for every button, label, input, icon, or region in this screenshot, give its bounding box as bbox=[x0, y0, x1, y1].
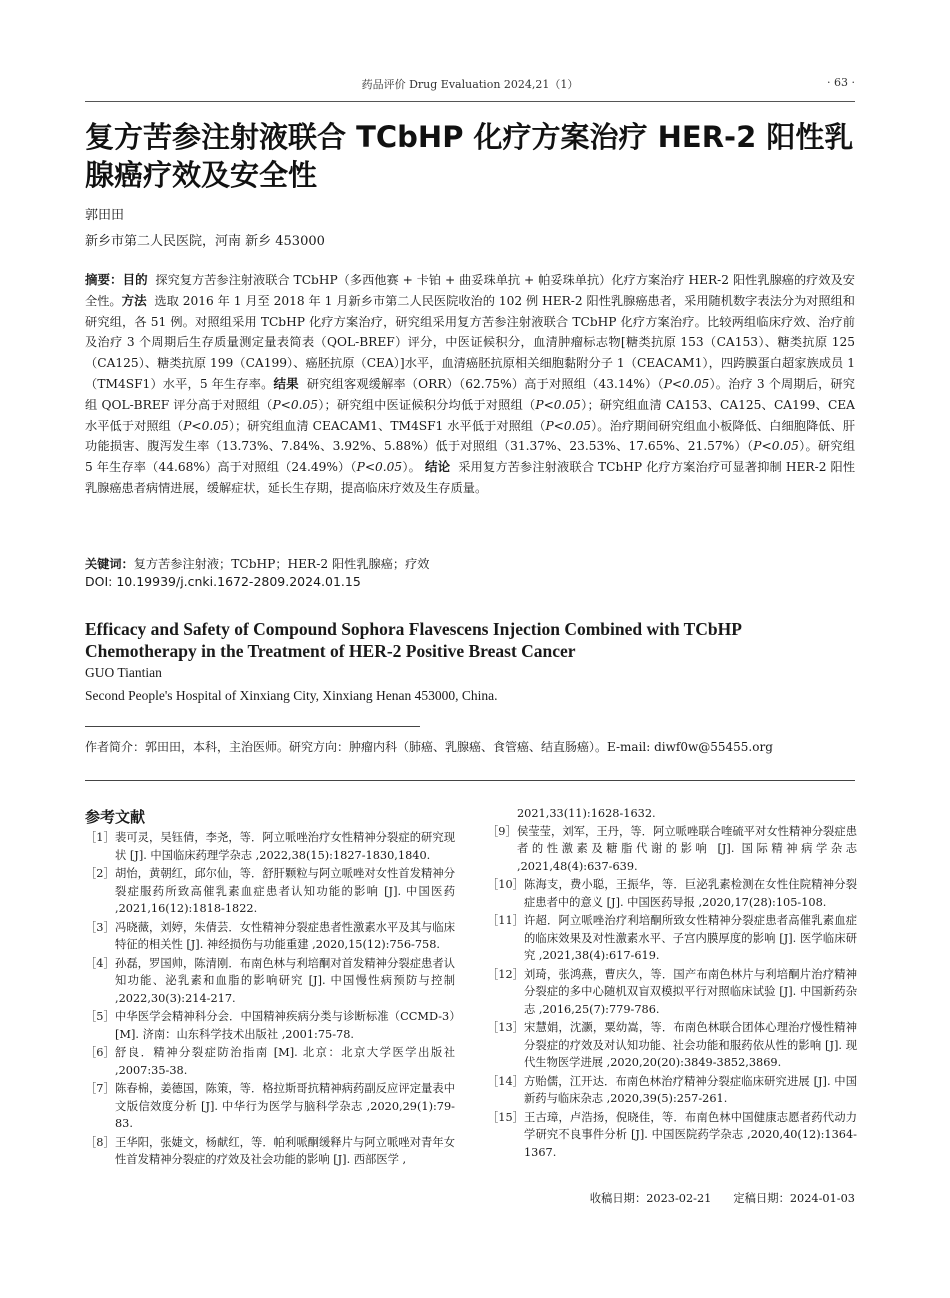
keywords-cn bbox=[85, 554, 855, 574]
references-left-column bbox=[85, 829, 455, 1170]
abstract-cn bbox=[85, 270, 855, 499]
article-title-en: Efficacy and Safety of Compound Sophora Flavescens Injection Combined with TCbHP Chemotherapy in the Treatment of HER-2 Positive Breast Cancer bbox=[85, 619, 741, 661]
reference-item bbox=[85, 955, 455, 1008]
reference-item bbox=[487, 1073, 857, 1108]
revised-date: 定稿日期：2024-01-03 bbox=[733, 1192, 855, 1205]
author-bio: 作者简介：郭田田，本科，主治医师。研究方向：肿瘤内科（肺癌、乳腺癌、食管癌、结直肠癌）。E-mail: diwf0w@55455.org bbox=[85, 740, 773, 754]
reference-text: 王古璋，卢浩扬，倪晓佳，等．布南色林中国健康志愿者药代动力学研究不良事件分析 [J]. 中国医院药学杂志 ,2020,40(12):1364-1367. bbox=[523, 1110, 857, 1159]
results-text: 研究组客观缓解率（ORR）（62.75%）高于对照组（43.14%）（ bbox=[306, 376, 664, 391]
reference-text: 冯晓薇，刘婷，朱倩芸．女性精神分裂症患者性激素水平及其与临床特征的相关性 [J]. 神经损伤与功能重建 ,2020,15(12):756-758. bbox=[115, 920, 455, 951]
reference-text: 刘琦，张鸿燕，曹庆久，等．国产布南色林片与利培酮片治疗精神分裂症的多中心随机双盲双模拟平行对照临床试验 [J]. 中国新药杂志 ,2016,25(7):779-786. bbox=[523, 967, 857, 1016]
reference-number: ［8］ bbox=[85, 1135, 115, 1149]
reference-number: ［7］ bbox=[85, 1082, 115, 1095]
reference-item bbox=[487, 823, 857, 876]
reference-number: ［2］ bbox=[85, 867, 115, 880]
reference-item bbox=[487, 912, 857, 965]
received-date: 收稿日期：2023-02-21 bbox=[589, 1192, 712, 1205]
keywords-text: 复方苦参注射液；TCbHP；HER-2 阳性乳腺癌；疗效 bbox=[133, 557, 430, 571]
doi: DOI: 10.19939/j.cnki.1672-2809.2024.01.15 bbox=[85, 574, 361, 589]
p-value: P<0.05 bbox=[356, 460, 403, 475]
references-right-column bbox=[487, 805, 857, 1162]
page-number: · 63 · bbox=[827, 76, 855, 89]
p-value: P<0.05 bbox=[183, 418, 229, 433]
running-header bbox=[85, 76, 855, 96]
reference-number: ［5］ bbox=[85, 1010, 115, 1023]
reference-number: ［12］ bbox=[487, 967, 524, 981]
reference-number: ［15］ bbox=[487, 1110, 524, 1124]
affiliation-en: Second People's Hospital of Xinxiang City, Xinxiang Henan 453000, China. bbox=[85, 688, 498, 703]
article-dates bbox=[590, 1190, 855, 1206]
reference-number: ［3］ bbox=[85, 920, 115, 934]
objective-text: 探究复方苦参注射液联合 TCbHP（多西他赛 + 卡铂 + 曲妥珠单抗 + 帕妥珠单抗）化疗方案治疗 HER-2 阳性乳腺癌的疗效及安全性。 bbox=[85, 273, 855, 308]
reference-number: ［13］ bbox=[487, 1021, 524, 1034]
p-value: P<0.05 bbox=[535, 397, 581, 412]
author-name-en: GUO Tiantian bbox=[85, 665, 162, 680]
reference-number: ［9］ bbox=[487, 824, 517, 838]
abstract-label: 摘要： bbox=[85, 272, 123, 287]
p-value: P<0.05 bbox=[753, 439, 799, 454]
results-label: 结果 bbox=[273, 375, 299, 391]
reference-item bbox=[85, 829, 455, 864]
reference-text: 陈海支，费小聪，王振华，等．巨泌乳素检测在女性住院精神分裂症患者中的意义 [J]. 中国医药导报 ,2020,17(28):105-108. bbox=[523, 878, 857, 909]
reference-number: ［14］ bbox=[487, 1074, 524, 1088]
reference-number: ［4］ bbox=[85, 956, 115, 970]
reference-text: 孙磊，罗国帅，陈清刚．布南色林与利培酮对首发精神分裂症患者认知功能、泌乳素和血脂的影响研究 [J]. 中国慢性病预防与控制 ,2022,30(3):214-217. bbox=[115, 956, 455, 1005]
journal-name: 药品评价 Drug Evaluation 2024,21（1） bbox=[361, 78, 579, 91]
reference-text: 陈春棉，姜德国，陈策，等．格拉斯哥抗精神病药副反应评定量表中文版信效度分析 [J]. 中华行为医学与脑科学杂志 ,2020,29(1):79-83. bbox=[115, 1082, 455, 1130]
reference-text: 许超．阿立哌唑治疗利培酮所致女性精神分裂症患者高催乳素血症的临床效果及对性激素水平、子宫内膜厚度的影响 [J]. 医学临床研究 ,2021,38(4):617-619. bbox=[523, 914, 857, 962]
p-value: P<0.05 bbox=[272, 397, 319, 412]
results-text: ）。治疗 3 个周期后，研究组 QOL-BREF 评分高于对照组（ bbox=[85, 376, 855, 412]
reference-number: ［11］ bbox=[487, 914, 524, 927]
section-divider bbox=[85, 780, 855, 781]
reference-item bbox=[85, 1134, 455, 1169]
reference-item bbox=[85, 1008, 455, 1043]
methods-text: 选取 2016 年 1 月至 2018 年 1 月新乡市第二人民医院收治的 102 例 HER-2 阳性乳腺癌患者，采用随机数字表法分为对照组和研究组，各 51 例。对照组采用 TCbHP 化疗方案治疗，研究组采用复方苦参注射液联合 TCbHP 化疗方案治疗。比较两组临床疗效、治疗前及治疗 3 个周期后生存质量测定量表简表（QOL-BREF）评分，中医证候积分，血清肿瘤标志物[糖类抗原 153（CA153）、糖类抗原 125（CA125）、糖类抗原 199（CA199）、癌胚抗原（CEA）]水平，血清癌胚抗原相关细胞黏附分子 1（CEACAM1），四跨膜蛋白超家族成员 1（TM4SF1）水平，5 年生存率。 bbox=[85, 293, 855, 391]
reference-item bbox=[487, 966, 857, 1019]
results-text: ）；研究组中医证候积分均低于对照组（ bbox=[318, 397, 536, 412]
reference-item bbox=[85, 1080, 455, 1133]
keywords-label: 关键词： bbox=[85, 557, 134, 571]
reference-item bbox=[487, 876, 857, 911]
objective-label: 目的 bbox=[122, 272, 148, 287]
article-title-cn: 复方苦参注射液联合 TCbHP 化疗方案治疗 HER-2 阳性乳腺癌疗效及安全性 bbox=[85, 120, 854, 192]
reference-text: 舒良．精神分裂症防治指南 [M]. 北京：北京大学医学出版社 ,2007:35-38. bbox=[115, 1046, 455, 1077]
reference-item bbox=[85, 1044, 455, 1079]
references-heading: 参考文献 bbox=[85, 808, 146, 826]
reference-number: ［10］ bbox=[487, 878, 524, 891]
reference-text: 方贻儒，江开达．布南色林治疗精神分裂症临床研究进展 [J]. 中国新药与临床杂志 ,2020,39(5):257-261. bbox=[523, 1074, 857, 1105]
footnote-divider bbox=[85, 726, 420, 727]
reference-text: 裴可灵，吴钰倩，李尧，等．阿立哌唑治疗女性精神分裂症的研究现状 [J]. 中国临床药理学杂志 ,2022,38(15):1827-1830,1840. bbox=[115, 831, 455, 862]
conclusion-text: 采用复方苦参注射液联合 TCbHP 化疗方案治疗可显著抑制 HER-2 阳性乳腺癌患者病情进展，缓解症状，延长生存期，提高临床疗效及生存质量。 bbox=[85, 460, 856, 495]
results-text: ）。治疗期间研究组血小板降低、白细胞降低、肝功能损害、腹泻发生率（13.73%、7.84%、3.92%、5.88%）低于对照组（31.37%、23.53%、17.65%、21.57%）（ bbox=[85, 418, 856, 454]
reference-item bbox=[85, 919, 455, 954]
p-value: P<0.05 bbox=[545, 418, 592, 433]
reference-text: 宋慧娟，沈灏，粟幼嵩，等．布南色林联合团体心理治疗慢性精神分裂症的疗效及对认知功能、社会功能和服药依从性的影响 [J]. 现代生物医学进展 ,2020,20(20):3849-3852,3869. bbox=[523, 1021, 857, 1069]
author-name-cn: 郭田田 bbox=[85, 208, 125, 223]
reference-continuation: 2021,33(11):1628-1632. bbox=[517, 807, 656, 820]
header-divider bbox=[85, 101, 855, 102]
conclusion-label: 结论 bbox=[424, 459, 451, 475]
reference-text: 中华医学会精神科分会．中国精神疾病分类与诊断标准（CCMD-3）[M]. 济南：山东科学技术出版社 ,2001:75-78. bbox=[115, 1010, 455, 1041]
reference-item bbox=[487, 1109, 857, 1162]
affiliation-cn: 新乡市第二人民医院，河南 新乡 453000 bbox=[85, 234, 325, 249]
results-text: ）；研究组血清 CEACAM1、TM4SF1 水平低于对照组（ bbox=[228, 418, 546, 433]
reference-text: 王华阳，张婕文，杨献红，等．帕利哌酮缓释片与阿立哌唑对青年女性首发精神分裂症的疗效及社会功能的影响 [J]. 西部医学 , bbox=[115, 1135, 455, 1166]
reference-text: 胡怡，黄朝红，邱尔仙，等．舒肝颗粒与阿立哌唑对女性首发精神分裂症服药所致高催乳素血症患者认知功能的影响 [J]. 中国医药 ,2021,16(12):1818-1822. bbox=[115, 867, 455, 915]
results-text: ）。研究组 5 年生存率（44.68%）高于对照组（24.49%）（ bbox=[85, 439, 856, 475]
results-text: ）。 bbox=[402, 460, 421, 475]
methods-label: 方法 bbox=[121, 292, 147, 308]
reference-text: 侯莹莹，刘军，王丹，等．阿立哌唑联合喹硫平对女性精神分裂症患者的性激素及糖脂代谢的影响 [J]. 国际精神病学杂志 ,2021,48(4):637-639. bbox=[517, 824, 857, 873]
reference-item bbox=[85, 865, 455, 918]
reference-number: ［1］ bbox=[85, 831, 115, 844]
p-value: P<0.05 bbox=[663, 376, 710, 391]
reference-number: ［6］ bbox=[85, 1046, 115, 1059]
results-text: ）；研究组血清 CA153、CA125、CA199、CEA 水平低于对照组（ bbox=[85, 397, 855, 433]
reference-item bbox=[487, 1019, 857, 1072]
